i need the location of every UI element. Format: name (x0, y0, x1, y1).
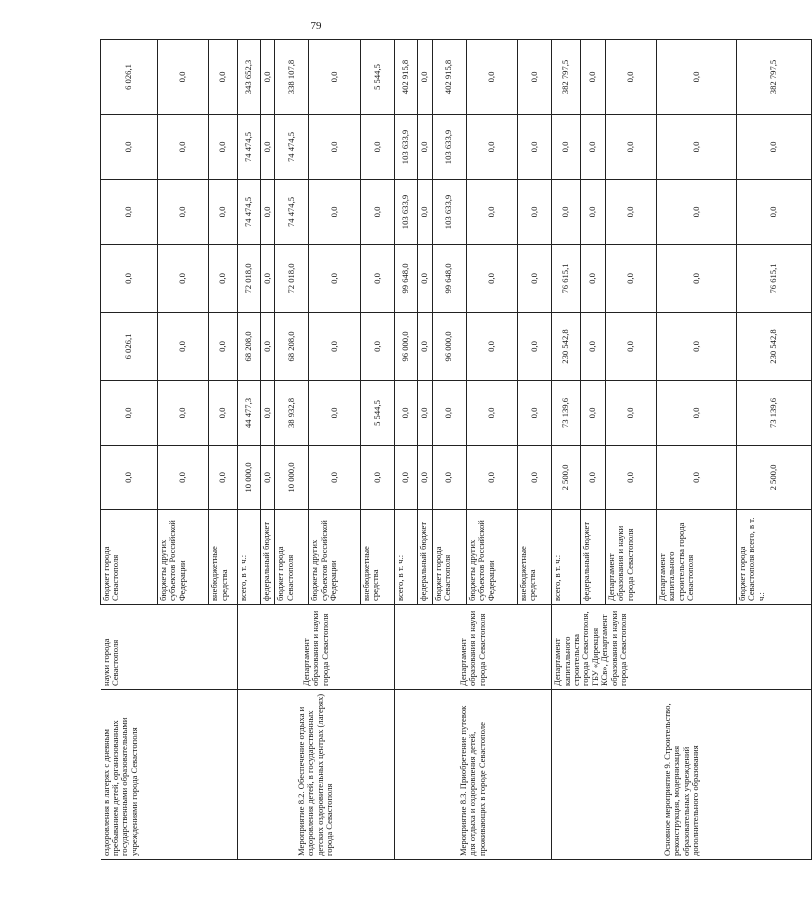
year-value-cell: 99 648,0 (432, 245, 466, 313)
year-value-cell: 5 544,5 (360, 381, 394, 446)
year-value-cell: 0,0 (656, 115, 736, 180)
funding-table (100, 39, 812, 860)
funding-source-cell: бюджеты других субъектов Российской Федерации (466, 510, 517, 605)
table-row (552, 40, 580, 860)
year-value-cell: 0,0 (260, 180, 275, 245)
year-value-cell: 0,0 (394, 446, 417, 510)
total-value-cell: 382 797,5 (552, 40, 580, 115)
executor-cell: Департамент образования и науки города Севастополя (237, 605, 394, 690)
year-value-cell: 0,0 (517, 245, 551, 313)
year-value-cell: 0,0 (209, 381, 237, 446)
year-value-cell: 0,0 (417, 313, 432, 381)
year-value-cell: 0,0 (656, 381, 736, 446)
year-value-cell: 230 542,8 (736, 313, 811, 381)
rotated-table-area (100, 40, 812, 860)
year-value-cell: 0,0 (466, 115, 517, 180)
year-value-cell: 2 500,0 (552, 446, 580, 510)
funding-source-cell: федеральный бюджет (417, 510, 432, 605)
year-value-cell: 0,0 (466, 180, 517, 245)
total-value-cell: 5 544,5 (360, 40, 394, 115)
year-value-cell: 0,0 (360, 115, 394, 180)
funding-source-cell: всего, в т. ч.: (237, 510, 260, 605)
year-value-cell: 0,0 (605, 245, 656, 313)
year-value-cell: 0,0 (517, 115, 551, 180)
year-value-cell: 0,0 (417, 245, 432, 313)
year-value-cell: 6 026,1 (101, 313, 158, 381)
year-value-cell: 2 500,0 (736, 446, 811, 510)
total-value-cell: 0,0 (656, 40, 736, 115)
funding-source-cell: федеральный бюджет (580, 510, 605, 605)
year-value-cell: 0,0 (466, 245, 517, 313)
year-value-cell: 10 000,0 (275, 446, 309, 510)
year-value-cell: 0,0 (260, 381, 275, 446)
total-value-cell: 6 026,1 (101, 40, 158, 115)
year-value-cell: 0,0 (432, 446, 466, 510)
year-value-cell: 74 474,5 (275, 180, 309, 245)
funding-source-cell: внебюджетные средства (360, 510, 394, 605)
year-value-cell: 0,0 (101, 381, 158, 446)
total-value-cell: 382 797,5 (736, 40, 811, 115)
funding-source-cell: всего, в т. ч.: (552, 510, 580, 605)
year-value-cell: 0,0 (157, 180, 208, 245)
year-value-cell: 74 474,5 (275, 115, 309, 180)
funding-source-cell: внебюджетные средства (517, 510, 551, 605)
year-value-cell: 68 208,0 (275, 313, 309, 381)
year-value-cell: 0,0 (309, 381, 360, 446)
funding-source-cell: бюджет города Севастополя (275, 510, 309, 605)
funding-source-cell: федеральный бюджет (260, 510, 275, 605)
year-value-cell: 0,0 (580, 313, 605, 381)
year-value-cell: 0,0 (466, 446, 517, 510)
table-row (394, 40, 417, 860)
year-value-cell: 74 474,5 (237, 115, 260, 180)
total-value-cell: 0,0 (157, 40, 208, 115)
year-value-cell: 0,0 (209, 313, 237, 381)
year-value-cell: 0,0 (360, 313, 394, 381)
year-value-cell: 0,0 (417, 381, 432, 446)
year-value-cell: 68 208,0 (237, 313, 260, 381)
year-value-cell: 0,0 (209, 180, 237, 245)
year-value-cell: 74 474,5 (237, 180, 260, 245)
year-value-cell: 0,0 (360, 446, 394, 510)
executor-cell: науки города Севастополя (101, 605, 238, 690)
year-value-cell: 0,0 (260, 313, 275, 381)
year-value-cell: 0,0 (656, 446, 736, 510)
total-value-cell: 0,0 (517, 40, 551, 115)
year-value-cell: 96 000,0 (394, 313, 417, 381)
total-value-cell: 0,0 (417, 40, 432, 115)
funding-source-cell: бюджеты других субъектов Российской Федерации (157, 510, 208, 605)
year-value-cell: 103 633,9 (394, 180, 417, 245)
year-value-cell: 10 000,0 (237, 446, 260, 510)
year-value-cell: 0,0 (260, 245, 275, 313)
year-value-cell: 0,0 (360, 180, 394, 245)
year-value-cell: 0,0 (101, 180, 158, 245)
year-value-cell: 0,0 (157, 115, 208, 180)
year-value-cell: 0,0 (260, 115, 275, 180)
year-value-cell: 0,0 (309, 245, 360, 313)
year-value-cell: 0,0 (552, 115, 580, 180)
year-value-cell: 0,0 (580, 381, 605, 446)
total-value-cell: 0,0 (209, 40, 237, 115)
year-value-cell: 0,0 (736, 115, 811, 180)
year-value-cell: 76 615,1 (552, 245, 580, 313)
year-value-cell: 0,0 (417, 180, 432, 245)
year-value-cell: 96 000,0 (432, 313, 466, 381)
year-value-cell: 0,0 (101, 446, 158, 510)
year-value-cell: 103 633,9 (432, 180, 466, 245)
year-value-cell: 0,0 (605, 180, 656, 245)
year-value-cell: 0,0 (552, 180, 580, 245)
total-value-cell: 343 652,3 (237, 40, 260, 115)
year-value-cell: 0,0 (360, 245, 394, 313)
year-value-cell: 0,0 (101, 245, 158, 313)
year-value-cell: 0,0 (157, 446, 208, 510)
year-value-cell: 0,0 (517, 381, 551, 446)
year-value-cell: 0,0 (157, 381, 208, 446)
funding-source-cell: внебюджетные средства (209, 510, 237, 605)
activity-cell: Мероприятие 8.2. Обеспечение отдыха и оздоровления детей, в государственных детских оздоровительных центрах (лагерях) города Севастополя (237, 690, 394, 860)
year-value-cell: 103 633,9 (394, 115, 417, 180)
year-value-cell: 0,0 (209, 115, 237, 180)
year-value-cell: 73 139,6 (552, 381, 580, 446)
total-value-cell: 0,0 (580, 40, 605, 115)
year-value-cell: 0,0 (656, 313, 736, 381)
executor-cell: Департамент капитального строительства города Севастополя, ГБУ «Дирекция КСв», Департамент образования и науки города Севастополя (552, 605, 812, 690)
year-value-cell: 0,0 (417, 446, 432, 510)
year-value-cell: 0,0 (656, 180, 736, 245)
total-value-cell: 402 915,8 (394, 40, 417, 115)
year-value-cell: 0,0 (605, 446, 656, 510)
year-value-cell: 0,0 (580, 115, 605, 180)
year-value-cell: 73 139,6 (736, 381, 811, 446)
page-number: 79 (310, 20, 322, 32)
year-value-cell: 0,0 (517, 446, 551, 510)
year-value-cell: 0,0 (580, 446, 605, 510)
year-value-cell: 0,0 (517, 313, 551, 381)
year-value-cell: 0,0 (260, 446, 275, 510)
activity-cell: оздоровления в лагерях с дневным пребыванием детей, организованных государственными образовательными учреждениями города Севастополя (101, 690, 238, 860)
activity-cell: Основное мероприятие 9. Строительство, реконструкция, модернизация образовательных учреждений дополнительного образования (552, 690, 812, 860)
total-value-cell: 338 107,8 (275, 40, 309, 115)
year-value-cell: 0,0 (157, 245, 208, 313)
year-value-cell: 76 615,1 (736, 245, 811, 313)
activity-cell: Мероприятие 8.3. Приобретение путевок для отдыха и оздоровления детей, проживающих в городе Севастополе (394, 690, 551, 860)
funding-source-cell: бюджет города Севастополя (101, 510, 158, 605)
total-value-cell: 0,0 (605, 40, 656, 115)
year-value-cell: 38 932,8 (275, 381, 309, 446)
year-value-cell: 0,0 (309, 180, 360, 245)
year-value-cell: 44 477,3 (237, 381, 260, 446)
year-value-cell: 0,0 (417, 115, 432, 180)
year-value-cell: 0,0 (432, 381, 466, 446)
year-value-cell: 0,0 (580, 245, 605, 313)
year-value-cell: 0,0 (605, 115, 656, 180)
total-value-cell: 0,0 (260, 40, 275, 115)
year-value-cell: 0,0 (656, 245, 736, 313)
funding-source-cell: бюджет города Севастополя всего, в т. ч.: (736, 510, 811, 605)
table-row (237, 40, 260, 860)
year-value-cell: 0,0 (580, 180, 605, 245)
year-value-cell: 0,0 (466, 381, 517, 446)
year-value-cell: 0,0 (157, 313, 208, 381)
year-value-cell: 0,0 (309, 115, 360, 180)
year-value-cell: 0,0 (605, 313, 656, 381)
total-value-cell: 0,0 (309, 40, 360, 115)
year-value-cell: 0,0 (517, 180, 551, 245)
funding-source-cell: бюджет города Севастополя (432, 510, 466, 605)
funding-source-cell: всего, в т. ч.: (394, 510, 417, 605)
year-value-cell: 0,0 (605, 381, 656, 446)
year-value-cell: 0,0 (466, 313, 517, 381)
year-value-cell: 99 648,0 (394, 245, 417, 313)
year-value-cell: 0,0 (309, 446, 360, 510)
year-value-cell: 230 542,8 (552, 313, 580, 381)
year-value-cell: 0,0 (309, 313, 360, 381)
year-value-cell: 72 018,0 (237, 245, 260, 313)
funding-source-cell: Департамент капитального строительства города Севастополя (656, 510, 736, 605)
total-value-cell: 0,0 (466, 40, 517, 115)
table-row (101, 40, 158, 860)
executor-cell: Департамент образования и науки города Севастополя (394, 605, 551, 690)
total-value-cell: 402 915,8 (432, 40, 466, 115)
year-value-cell: 72 018,0 (275, 245, 309, 313)
year-value-cell: 0,0 (209, 446, 237, 510)
funding-source-cell: Департамент образования и науки города Севастополя (605, 510, 656, 605)
year-value-cell: 0,0 (394, 381, 417, 446)
year-value-cell: 0,0 (209, 245, 237, 313)
year-value-cell: 103 633,9 (432, 115, 466, 180)
funding-source-cell: бюджеты других субъектов Российской Федерации (309, 510, 360, 605)
year-value-cell: 0,0 (736, 180, 811, 245)
year-value-cell: 0,0 (101, 115, 158, 180)
